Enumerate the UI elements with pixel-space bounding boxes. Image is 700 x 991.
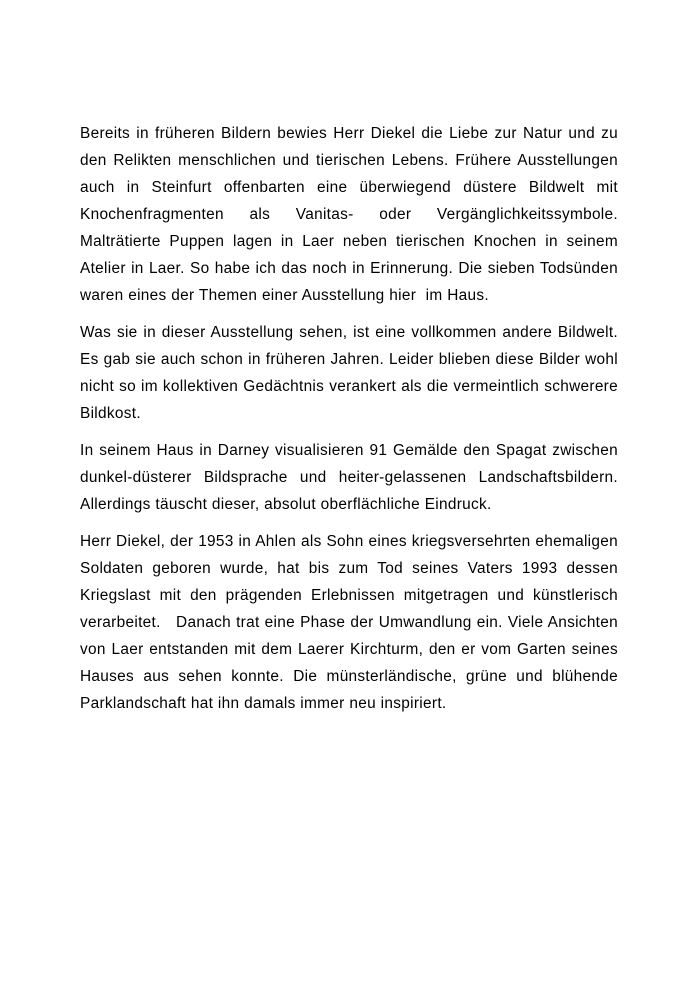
paragraph-1: Bereits in früheren Bildern bewies Herr Diekel die Liebe zur Natur und zu den Relikten menschlichen und tierischen Lebens. Frühere Ausstellungen auch in Steinfurt offenbarten eine überwiegend düstere Bildwelt mit Knochenfragmenten als Vanitas- oder Vergänglichkeitssymbole. Malträtierte Puppen lagen in Laer neben tierischen Knochen in seinem Atelier in Laer. So habe ich das noch in Erinnerung. Die sieben Todsünden waren eines der Themen einer Ausstellung hier im Haus. <box>80 125 623 304</box>
document-text-body <box>80 120 623 717</box>
paragraph-4: Herr Diekel, der 1953 in Ahlen als Sohn eines kriegsversehrten ehemaligen Soldaten geboren wurde, hat bis zum Tod seines Vaters 1993 dessen Kriegslast mit den prägenden Erlebnissen mitgetragen und künstlerisch verarbeitet. Danach trat eine Phase der Umwandlung ein. Viele Ansichten von Laer entstanden mit dem Laerer Kirchturm, den er vom Garten seines Hauses aus sehen konnte. Die münsterländische, grüne und blühende Parklandschaft hat ihn damals immer neu inspiriert. <box>80 533 623 712</box>
paragraph-2: Was sie in dieser Ausstellung sehen, ist eine vollkommen andere Bildwelt. Es gab sie auch schon in früheren Jahren. Leider blieben diese Bilder wohl nicht so im kollektiven Gedächtnis verankert als die vermeintlich schwerere Bildkost. <box>80 324 623 422</box>
paragraph-3: In seinem Haus in Darney visualisieren 91 Gemälde den Spagat zwischen dunkel-düsterer Bildsprache und heiter-gelassenen Landschaftsbildern. Allerdings täuscht dieser, absolut oberflächliche Eindruck. <box>80 442 623 513</box>
